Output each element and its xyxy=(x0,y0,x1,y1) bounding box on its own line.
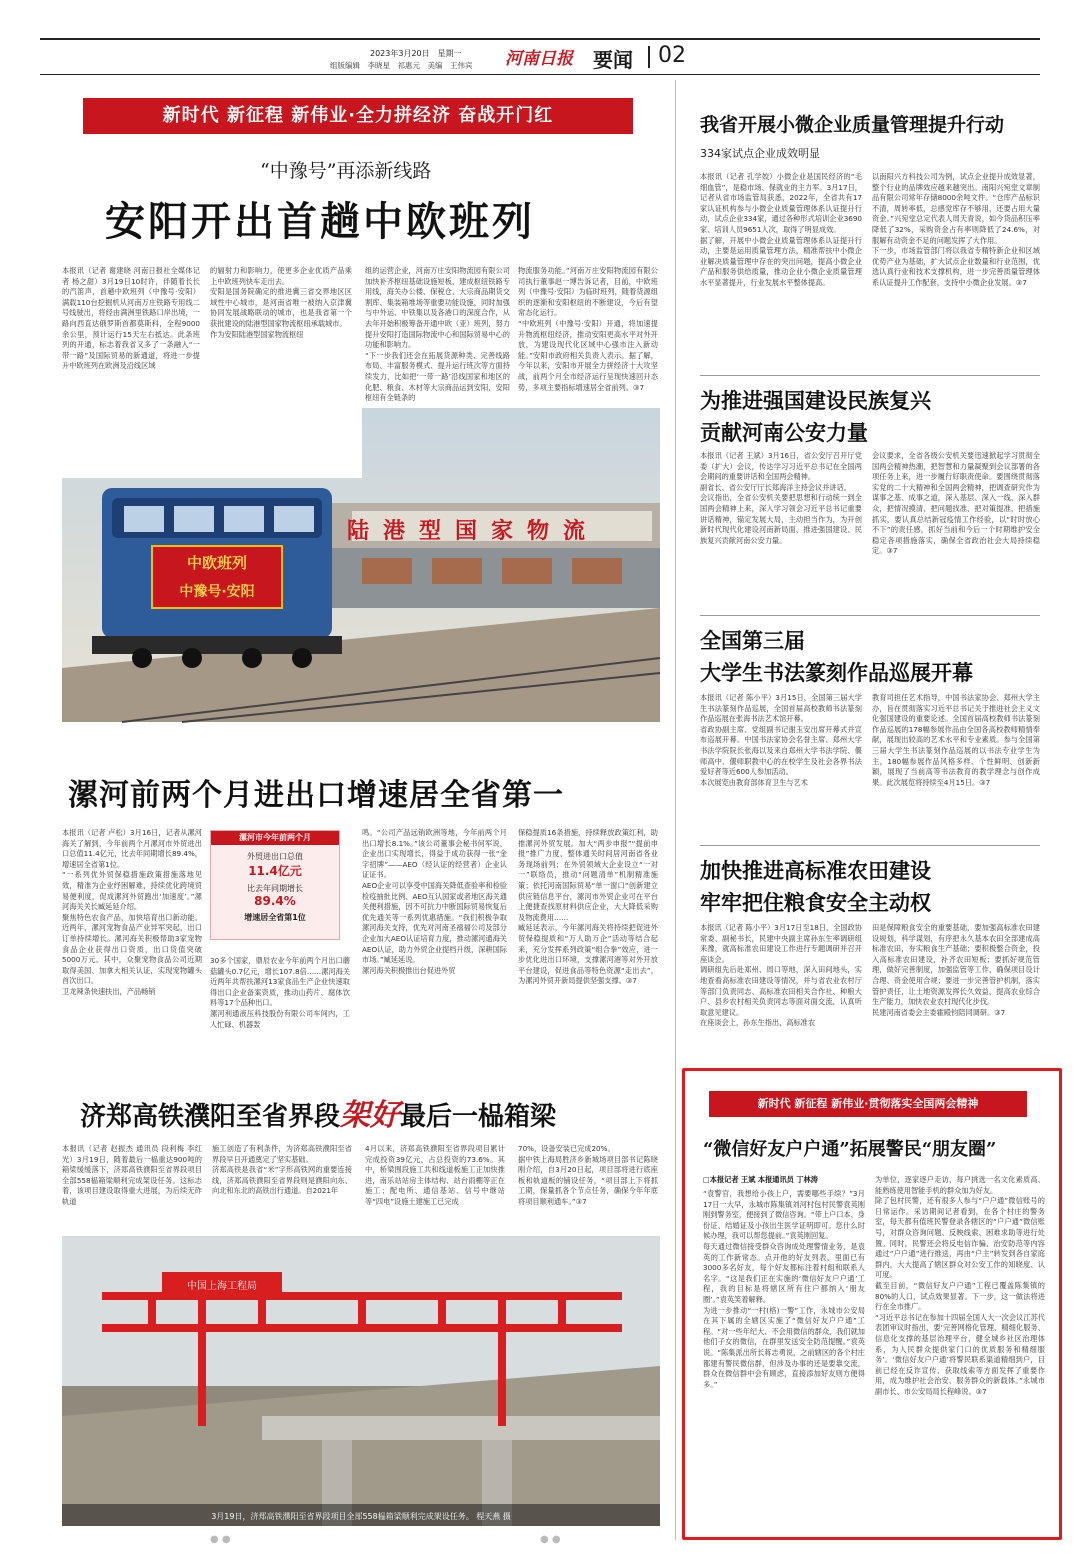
stats-value-2: 89.4% xyxy=(254,894,296,908)
byline: □本报记者 王斌 本报通讯员 丁林涛 xyxy=(703,1175,818,1184)
stats-value-1: 11.4亿元 xyxy=(248,864,302,878)
headline-1: 为推进强国建设民族复兴 xyxy=(700,388,931,413)
text-col-2: 30多个国家，鼎辰农业今年前两个月出口蘑菇罐头0.7亿元，增长107.8倍……漯河海关近两年共帮扶漯河13家食品生产企业快速取得出口企业备案资质，推动山药片、腐体饮料等17个品种出口。 漯河利通液压科技股份有限公司车间内，工人忙碌、机器轰 xyxy=(210,956,350,1029)
text-col-4: 物流服务功能。”河南万庄安阳物流园有限公司执行董事赵一博告诉记者，目前，中欧班列（中豫号·安阳）为临时班列，随着货源组织的逐渐和安阳枢纽的不断建设，今后有望常态化运行。 “中欧班列（中豫号·安阳）开通，将加速提升物流枢纽经济，推动安阳更高水平对外开放，为建设现代化区域中心强市注入新动能。”安阳市政府相关负责人表示。据了解，今年以来，安阳市开展全力拼经济十大攻坚战，前两个月全市经济运行呈现快速回升态势，多项主要指标增速居全省前列。③7 xyxy=(518,266,658,392)
article-police xyxy=(700,385,1040,610)
photo-caption: 3月19日，济郑高铁濮阳至省界段项目全部558榀箱梁顺利完成架设任务。 程天燕 摄 xyxy=(211,1512,511,1521)
text-col-2: 教育司担任艺术指导，中国书法家协会、郑州大学主办，旨在贯彻落实习近平总书记关于推进社会主义文化强国建设的重要论述。全国首届高校教师书法篆刻作品巡展的178幅参展作品由全国各高校教师精情奉献，展现出较高的艺术水平和专业素质。参与全国第三届大学生书法篆刻作品巡展的以书法专业学生为主，180幅参展作品风格多样、个性鲜明、创新新颖，展现了当前高等书法教育的教学理念与创作成果。此次展览将持续至4月15日。③7 xyxy=(872,693,1040,787)
text-col-1: 本报讯（记者 王斌）3月16日，省公安厅召开厅党委（扩大）会议，传达学习习近平总书记在全国两会期间的重要讲话和全国两会精神。 副省长、省公安厅厅长郑海洋主持会议并讲话。 会议指出，全省公安机关要把思想和行动统一到全国两会精神上来，深入学习领会习近平总书记重要讲话精神，锚定发展大局，主动担当作为，为开创新时代现代化建设河南新局面、推进强国建设、民族复兴贡献河南公安力量。 xyxy=(700,451,862,545)
text-col-2: 田是保障粮食安全的重要基础，要加强高标准农田建设规划，科学谋划，有序把永久基本农田全部建成高标准农田，夯实粮食生产基础；要积极整合资金，投入高标准农田建设，补齐农田短板；要抓好规范管理，做好完善制度，加强监管等工作，确保项目设计合理、资金使用合规；要进一步完善管护机制，落实管护责任，让土地资源发挥长久效益，提高农业综合生产能力，加快农业农村现代化步伐。 民建河南省委会主委霍殿钧陪同调研。③7 xyxy=(872,923,1040,1017)
train-sign-1: 中欧班列 xyxy=(186,554,248,572)
text-col-3: 鸣。“公司产品远销欧洲等地，今年前两个月出口增长8.1%。”该公司董事会秘书何军说，企业出口实现增长，得益于成功获得一张“金字招牌”——AEO（经认证的经营者）企业认证证书。 AEO企业可以享受中国海关降低查验率和检验检疫抽批比例、AEO互认国家或者地区海关通关便利措施，因不可抗力中断国际贸易恢复后优先通关等一系列优惠措施。“我们积极争取漯河海关支持，优先对河南圣禧福公司及部分企业加大AEO认证培育力度，推动漯河通海关AEO认证，助力外贸企业提档升级，深耕国际市场。”臧延延说。 漯河海关积极推出台促进外贸 xyxy=(362,828,507,975)
headline-1: 加快推进高标准农田建设 xyxy=(700,858,931,883)
feature-banner: 新时代 新征程 新伟业·贯彻落实全国两会精神 xyxy=(709,1091,1027,1117)
date: 2023年3月20日 星期一 xyxy=(370,49,462,58)
divider-icon xyxy=(648,46,650,68)
wall-slogan: 陆港型国家物流 xyxy=(347,518,600,544)
text-col-2: 施工创造了有利条件，为济郑高铁濮阳至省界段早日开通奠定了坚实基础。 济郑高铁是我省“米”字形高铁网的重要连接线，济郑高铁濮阳至省界段则是濮阳向东、向北和东北的高铁出行通道。自2021年 xyxy=(212,1144,352,1196)
headline-2: 牢牢把住粮食安全主动权 xyxy=(700,890,931,915)
stats-head: 漯河市今年前两个月 xyxy=(211,831,339,845)
headline-2: 大学生书法篆刻作品巡展开幕 xyxy=(700,660,973,685)
text-col-1: 本报讯（记者 卢松）3月16日，记者从漯河海关了解到，今年前两个月漯河市外贸进出口总值11.4亿元，比去年同期增长89.4%，增速居全省第1位。 “一系列优外贸保稳措施政策措施落地见效，精准为企业纾困解难，持续优化跨境贸易便利度，促成漯河外贸跑出‘加速度’。”漯河海关关长臧延延介绍。 聚焦特色农食产品，加快培育出口新动能。近两年，漯河宠物食品产业异军突起，出口订单持续增长。漯河海关积极帮助3家宠物食品企业获得出口资质，出口货值突破5000万元。其中，众聚宠物食品公司近期取得美国、加拿大相关认证，实现宠物罐头首次出口。 卫龙辣条快速扶出，产品畅销 xyxy=(62,828,202,996)
article-luohe xyxy=(60,760,660,1060)
headline: 济郑高铁濮阳至省界段架好最后一榀箱梁 xyxy=(80,1098,557,1133)
stats-label-1: 外贸进出口总值 xyxy=(247,852,303,861)
text-col-2: 会议要求，全省各级公安机关要迅速掀起学习贯彻全国两会精神热潮，把智慧和力量凝聚到会议部署的各项任务上来，进一步履行好职责使命。要围绕贯彻落实党的二十大精神和全国两会精神，把调查研究作为谋事之基、成事之道，深入基层、深入一线、深入群众，把情况摸清、把问题找准、把对策提准，把措施抓实，要认真总结新冠疫情工作经验，以“时时放心不下”的责任感，抓好当前和今后一个时期维护安全稳定各项措施落实，确保全省政治社会大局持续稳定。③7 xyxy=(872,451,1040,556)
article-anyang xyxy=(60,150,660,710)
text-col-1b xyxy=(62,344,102,414)
article-farmland xyxy=(700,855,1040,1065)
main-banner: 新时代 新征程 新伟业·全力拼经济 奋战开门红 xyxy=(83,98,633,134)
text-col-3: 4月以来，济郑高铁濮阳至省界段项目累计完成投资39亿元，占总投资的73.6%。其中，桥梁围段施工共和线道板施工正加快推进，南乐站站房主体结构、站台雨棚等正在施工；配电所、通信基站、信号中继站等“四电”设施土建施工已完成 xyxy=(365,1144,505,1206)
masthead xyxy=(40,38,1040,76)
headline-2: 贡献河南公安力量 xyxy=(700,420,868,445)
text-col-1: 本报讯（记者 陈小平）3月15日，全国第三届大学生书法篆刻作品巡展，全国首届高校教师书法篆刻作品巡展在张海书法艺术馆开幕。 省政协副主席、党组副书记谢玉安出席开幕式并宣布巡展开幕。中国书法家协会名誉主席、郑州大学书法学院院长张海以及来自郑州大学书法学院、偃师高中、偃师职教中心的在校学生及社会各界书法爱好者等近600人参加活动。 本次展览由教育部体育卫生与艺术 xyxy=(700,693,862,787)
headline: 漯河前两个月进出口增速居全省第一 xyxy=(68,778,564,813)
text-col-1: 本报讯（记者 孔学姣）小微企业是国民经济的“毛细血管”，是稳市场、保就业的主力军。3月17日，记者从省市场监管局获悉，2022年，全省共有17家认证机构参与小微企业质量管理体系认证提升行动，试点企业334家，通过各种形式培训企业3690家、培训人员9651人次，取得了明显成效。 据了解，开展中小微企业质量管理体系认证提升行动，主要是运用质量管理方法，精准帮扶中小微企业解决质量管理中存在的突出问题，提高小微企业产品和服务供给质量，推动企业小微企业质量管理水平显著提升，行业发展水平整体提高。 xyxy=(700,172,862,287)
article-quality xyxy=(700,110,1040,370)
headline: 我省开展小微企业质量管理提升行动 xyxy=(700,114,1005,136)
crane-sign: 中国上海工程局 xyxy=(187,1281,257,1292)
editors: 组版编辑 李晓星 祁惠元 美编 王伟宾 xyxy=(330,61,473,70)
headline: 安阳开出首趟中欧班列 xyxy=(105,198,535,245)
text-col-1: 本报讯（记者 陈小平）3月17日至18日，全国政协常委、副秘书长，民建中央副主席孙东生率调研组来豫，就高标准农田建设工作进行专题调研并召开座谈会。 调研组先后赴郑州、周口等地，深入田间地头，实地查看高标准农田建设等情况，并与省农业农村厅等部门负责同志、高标准农田相关合作社、种粮大户、县乡农村相关负责同志等面对面交流，认真听取意见建议。 在座谈会上，孙东生指出，高标准农 xyxy=(700,923,862,1028)
article-rail xyxy=(60,1080,660,1545)
text-col-1: “袁警官，我想给小孩上户，需要哪些手续？”3月17日一大早，永城市陈集镇刘河村包村民警袁英刚刚到警务室，便接到了微信咨询。“带上户口本、身份证、结婚证及小孩出生医学证明即可。您什么时候办理，我可以帮您提前。”袁英刚回复。 每天通过微信接受群众咨询成处理警情业务，是袁英的工作新常态。点开他的好友列表，里面已有3000多名好友，每个好友都标注着村组和联系人名字。“这是我们正在实施的‘微信好友户户通’工程，我的目标是将辖区所有住户都纳入‘朋友圈’。”袁英笑着解释。 为进一步推动“一村(格)一警”工作，永城市公安局在其下属的全辖区实施了“微信好友户户通”工程。“对一些年纪大、不会用微信的群众，我们就加他们子女的微信，在群里发送安全防范提醒。”袁英说。“陈集派出所长蒋志勇说，之前辖区的各个村庄都建有警民微信群，但涉及办事的还是要靠交流，群众在微信群中会有顾虑，直接添加好友则方便得多。” xyxy=(703,1189,865,1389)
stats-box xyxy=(210,830,340,940)
bridge-photo xyxy=(62,1236,660,1526)
kicker: “中豫号”再添新线路 xyxy=(260,160,432,182)
article-calligraphy xyxy=(700,625,1040,840)
train-sign-2: 中豫号·安阳 xyxy=(179,584,255,600)
text-col-1: 本报讯（记者 赵振杰 通讯员 段利梅 李红光）3月19日，随着最后一榀重达900吨的箱梁缓缓落下，济郑高铁濮阳至省界段项目全部558榀箱梁顺利完成架设任务。这标志着，该项目建设取得重大进展，为后续无砟轨道 xyxy=(62,1144,202,1206)
text-col-2: 的辐射力和影响力，使更多企业优质产品乘上中欧班列快车走出去。 安阳是国务院确定的推进冀三省交界地区区域性中心城市，是河南省唯一被纳入京津冀协同发展战略联动的城市，也是我省第一个获批建设的陆港型国家物流枢纽承载城市。 作为安阳陆港型国家物流枢纽 xyxy=(210,266,352,339)
text-col-2: 以南阳兴方科技公司为例，试点企业提升成效显著，整个行业的品牌效应越来越突出。南阳兴宛堂文章制品有限公司常年存储8000余吨文件。“仓库产品标识不清，周转率低，总感觉库存不够用，还要占用大量资金。”兴宛堂总定代表人周天青说，如今货品积压率降低了32%，采购资金占有率则降低了24.6%，对服解有动资金不足的问题发挥了大作用。 下一步，市场监管部门将以我省专精特新企业和区域优势产业为基础，扩大试点企业数量和行业范围，优选认真行业和技术支撑机构，进一步完善质量管理体系认证提升工作配套，支持中小微企业发展。③7 xyxy=(872,172,1040,287)
stats-label-2: 比去年同期增长 xyxy=(247,884,303,893)
text-col-3: 组的运营企业，河南万庄安阳物流园有限公司加快补齐枢纽基础设施短板，建成枢纽铁路专用线，海关办公楼、保税仓、大宗商品期货交割库、集装箱堆场等重要功能设施，同时加强与中外运、中铁集以及各港口的深度合作，从去年开始积极筹备开通中欧（亚）班列，努力提升安阳打造国际物流中心和国际贸易中心的功能和影响力。 “下一步我们还会在拓展货源种类、完善线路布局、丰富服务模式、提升运行班次等方面持续发力，比如把‘一带一路’沿线国家和地区的化肥、粮食、木材等大宗商品运到安阳，安阳枢纽有全链条的 xyxy=(365,266,510,403)
subheadline: 334家试点企业成效明显 xyxy=(700,147,820,160)
text-col-4: 70%，设备安装已完成20%。 据中铁上海局胜济乡新城场项目部书记陈晓刚介绍，自3月20日起，项目部将进行底座板和轨道板的铺设任务，“项目部上下将抓工期，保量抓各个节点任务，确保今年年底将项目顺利通车。”③7 xyxy=(518,1144,658,1206)
train-photo xyxy=(62,408,660,722)
paper-logo: 河南日报 xyxy=(505,49,573,69)
headline-1: 全国第三届 xyxy=(700,628,805,653)
text-col-2: 为单位，逐家逐户走访，每户挑选一名文化素质高、能熟练使用智能手机的群众加为好友。 除了包村民警，还有很多人参与“户户通”微信账号的日常运作。采访期间记者看到，在各个村庄的警务室，每天都有值班民警登录各辖区的“户户通”微信账号，对群众咨询问题、反映线索、困难求助等进行处置。同时，民警还会将反电信诈骗、治安防范等内容通过“户户通”进行推送，再由“户主”转发到各自家庭群内，大大提高了辖区群众对公安工作的知晓度、认可度。 截至目前，“微信好友户户通”工程已覆盖陈集镇的80%的人口，试点效果显著。下一步，这一做法将进行在全市推广。 “习近平总书记在参加十四届全国人大一次会议江苏代表团审议时指出，要‘完善网格化管理、精细化服务、信息化支撑的基层治理平台，健全城乡社区治理体系，为人民群众提供家门口的优质服务和精细服务’。‘微信好友户户通’将警民联系渠道精细到户，目前已经在反诈宣传、获取线索等方面发挥了重要作用，成为维护社会治安、服务群众的新载体。”永城市副市长、市公安局局长程峰说。③7 xyxy=(875,1175,1045,1396)
section-name: 要闻 xyxy=(593,48,633,72)
headline: “微信好友户户通”拓展警民“朋友圈” xyxy=(703,1139,997,1160)
text-col-4: 保稳提质16条措施，持续释放政策红利，助推漯河外贸发展。加大“两步申报”“提前申报”推广力度，整体通关时间居河南省各业务现场前列；在外贸领域大企业设立“一对一”联络员，推动“问题清单”机制精准施策；依托河南国际贸易“单一窗口”创新建立供应链信息平台，漯河市外贸企业可在平台上便捷查找原材料供应企业，大大降低采购及物流费用…… 臧延延表示，今年漯河海关将持续把促进外贸保稳提质和“万人助万企”活动等结合起来，充分发挥系列政策“组合拳”效应，进一步优化进出口环境，支撑漯河港等对外开放平台建设，促进食品等特色资源“走出去”，为漯河外贸开新局提供坚强支撑。③7 xyxy=(518,828,658,986)
pager-dots-left: ● ● xyxy=(210,1534,231,1545)
pager-dots-right: ● ● xyxy=(540,1534,561,1545)
feature-box xyxy=(682,1068,1062,1540)
text-col-1: 本报讯（记者 谢建晓 河南日报社全媒体记者 杨之甜）3月19日10时许，伴随着长长的汽笛声，首趟中欧班列（中豫号·安阳）满载110台挖掘机从河南万庄铁路专用线二号线驶出，将经由满洲里铁路口岸出境，一路向西直达俄罗斯首都莫斯科，全程9000余公里，预计运行15天左右抵达。此条班列的开通，标志着我省又多了一条融入“一带一路”及国际贸易的新通道，将进一步提升中欧班列在欧洲及沿线区域 xyxy=(62,266,200,371)
page-number: 02 xyxy=(658,43,686,68)
stats-label-3: 增速居全省第1位 xyxy=(244,913,306,922)
